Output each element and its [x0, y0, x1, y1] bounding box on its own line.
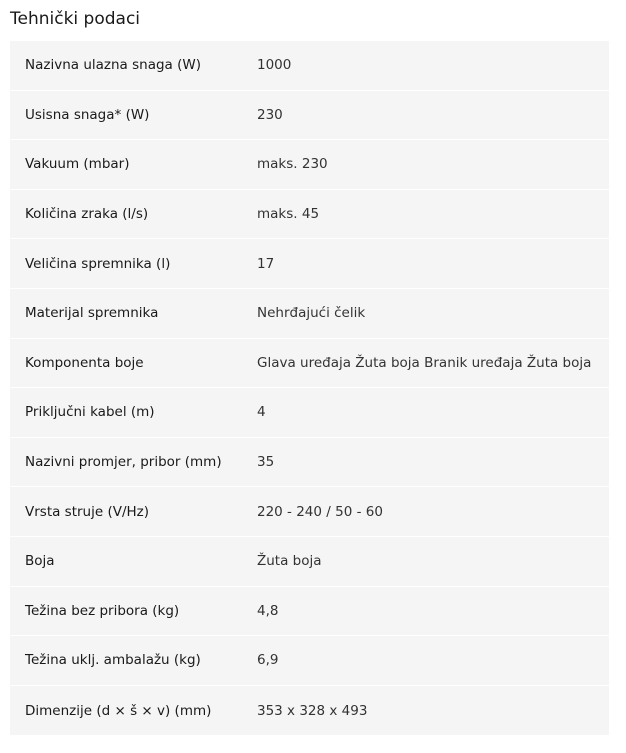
- spec-label: Količina zraka (l/s): [10, 190, 257, 240]
- spec-value: 230: [257, 91, 609, 141]
- specs-table: [10, 41, 609, 735]
- spec-row: [10, 339, 609, 389]
- spec-value: 35: [257, 438, 609, 488]
- spec-label: Dimenzije (d × š × v) (mm): [25, 702, 212, 719]
- spec-label: Težina uklj. ambalažu (kg): [10, 636, 257, 686]
- section-title: Tehnički podaci: [10, 9, 141, 29]
- spec-value: 6,9: [257, 636, 609, 686]
- spec-value: maks. 45: [257, 190, 609, 240]
- spec-label: Boja: [10, 537, 257, 587]
- spec-row: [10, 537, 609, 587]
- spec-row: [10, 239, 609, 289]
- spec-label: Komponenta boje: [10, 339, 257, 389]
- spec-row: [10, 41, 609, 91]
- spec-label: Težina bez pribora (kg): [10, 587, 257, 637]
- spec-value: Glava uređaja Žuta boja Branik uređaja Žuta boja: [257, 339, 609, 389]
- spec-row: [10, 388, 609, 438]
- spec-row: [10, 438, 609, 488]
- spec-label: Materijal spremnika: [10, 289, 257, 339]
- spec-row: [10, 686, 609, 736]
- spec-value: 17: [257, 239, 609, 289]
- spec-row: [10, 636, 609, 686]
- spec-label: Priključni kabel (m): [10, 388, 257, 438]
- spec-value: maks. 230: [257, 140, 609, 190]
- spec-value: 1000: [257, 41, 609, 91]
- spec-row: [10, 487, 609, 537]
- spec-value: 4: [257, 388, 609, 438]
- spec-row: [10, 91, 609, 141]
- spec-label: Usisna snaga* (W): [10, 91, 257, 141]
- spec-row: [10, 190, 609, 240]
- spec-value: Nehrđajući čelik: [257, 289, 609, 339]
- spec-label: Nazivni promjer, pribor (mm): [10, 438, 257, 488]
- spec-value: 4,8: [257, 587, 609, 637]
- spec-row: [10, 140, 609, 190]
- spec-label: Veličina spremnika (l): [10, 239, 257, 289]
- spec-label: Nazivna ulazna snaga (W): [10, 41, 257, 91]
- spec-value: Žuta boja: [257, 537, 609, 587]
- spec-label: Vrsta struje (V/Hz): [10, 487, 257, 537]
- spec-value: 220 - 240 / 50 - 60: [257, 487, 609, 537]
- spec-label: Vakuum (mbar): [10, 140, 257, 190]
- spec-value: 353 x 328 x 493: [257, 702, 368, 719]
- spec-row: [10, 289, 609, 339]
- spec-row: [10, 587, 609, 637]
